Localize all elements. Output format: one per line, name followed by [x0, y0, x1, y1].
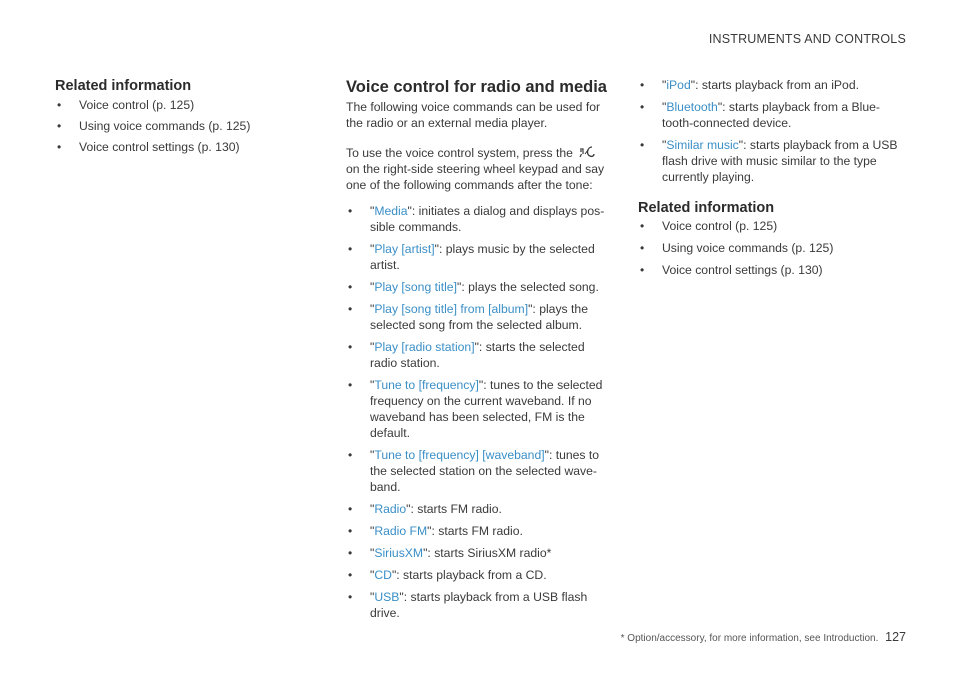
command-name: Play [song title] from [album] — [374, 302, 529, 316]
related-link[interactable]: • Voice control (p. 125) — [640, 219, 778, 233]
page-number: 127 — [885, 630, 906, 644]
voice-command-item: • "SiriusXM": starts SiriusXM radio* — [348, 546, 552, 560]
command-name: Radio FM — [374, 524, 428, 538]
left-column — [55, 77, 270, 160]
voice-command-item: • "Bluetooth": starts playback from a Blue-tooth-connected device. — [640, 100, 880, 130]
related-links-list — [638, 218, 908, 278]
command-name: Tune to [frequency] — [374, 378, 479, 392]
voice-command-item: • "CD": starts playback from a CD. — [348, 568, 547, 582]
command-name: Play [song title] — [374, 280, 457, 294]
command-name: Bluetooth — [666, 100, 718, 114]
voice-command-list-continued — [638, 77, 908, 185]
voice-command-item: • "Play [artist]": plays music by the selected artist. — [348, 242, 595, 272]
related-link[interactable]: • Using voice commands (p. 125) — [57, 119, 251, 133]
related-link[interactable]: • Voice control settings (p. 130) — [640, 263, 823, 277]
voice-command-item: • "Media": initiates a dialog and displays pos-sible commands. — [348, 204, 605, 234]
voice-command-item: • "iPod": starts playback from an iPod. — [640, 78, 859, 92]
page-footer — [621, 630, 906, 644]
related-information-heading: Related information — [638, 200, 775, 216]
command-name: Radio — [374, 502, 407, 516]
command-name: Similar music — [666, 138, 739, 152]
command-name: Play [artist] — [374, 242, 435, 256]
voice-command-item: • "Tune to [frequency] [waveband]": tunes to the selected station on the selected wave-band. — [348, 448, 600, 494]
instruction-paragraph: To use the voice control system, press the on the right-side steering wheel keypad and say one of the following commands after the tone: — [346, 146, 605, 192]
command-name: Tune to [frequency] [waveband] — [374, 448, 545, 462]
voice-command-item: • "Play [song title]": plays the selected song. — [348, 280, 599, 294]
right-column — [638, 77, 908, 284]
voice-command-item: • "Radio FM": starts FM radio. — [348, 524, 523, 538]
related-links-list — [55, 97, 270, 155]
voice-control-icon — [577, 145, 597, 159]
command-name: CD — [374, 568, 392, 582]
voice-command-item: • "Play [radio station]": starts the selected radio station. — [348, 340, 585, 370]
command-name: USB — [374, 590, 400, 604]
command-name: Media — [374, 204, 408, 218]
section-title: INSTRUMENTS AND CONTROLS — [708, 32, 906, 46]
related-link[interactable]: • Voice control settings (p. 130) — [57, 140, 240, 154]
voice-command-list — [346, 203, 608, 621]
related-link[interactable]: • Voice control (p. 125) — [57, 98, 195, 112]
middle-column — [346, 77, 608, 627]
voice-command-item: • "Play [song title] from [album]": plays the selected song from the selected album. — [348, 302, 588, 332]
footnote: * Option/accessory, for more information, see Introduction. — [620, 633, 879, 644]
voice-command-item: • "Radio": starts FM radio. — [348, 502, 502, 516]
command-name: iPod — [666, 78, 691, 92]
voice-command-item: • "USB": starts playback from a USB flash drive. — [348, 590, 588, 620]
related-information-heading: Related information — [55, 78, 192, 94]
voice-command-item: • "Tune to [frequency]": tunes to the selected frequency on the current waveband. If no waveband has been selected, FM is the default. — [348, 378, 603, 440]
intro-paragraph: The following voice commands can be used for the radio or an external media player. — [346, 100, 601, 130]
related-link[interactable]: • Using voice commands (p. 125) — [640, 241, 834, 255]
command-name: SiriusXM — [374, 546, 424, 560]
related-information-section — [638, 199, 908, 278]
voice-command-item: • "Similar music": starts playback from a USB flash drive with music similar to the type currently playing. — [640, 138, 898, 184]
command-name: Play [radio station] — [374, 340, 475, 354]
article-title: Voice control for radio and media — [346, 78, 607, 96]
